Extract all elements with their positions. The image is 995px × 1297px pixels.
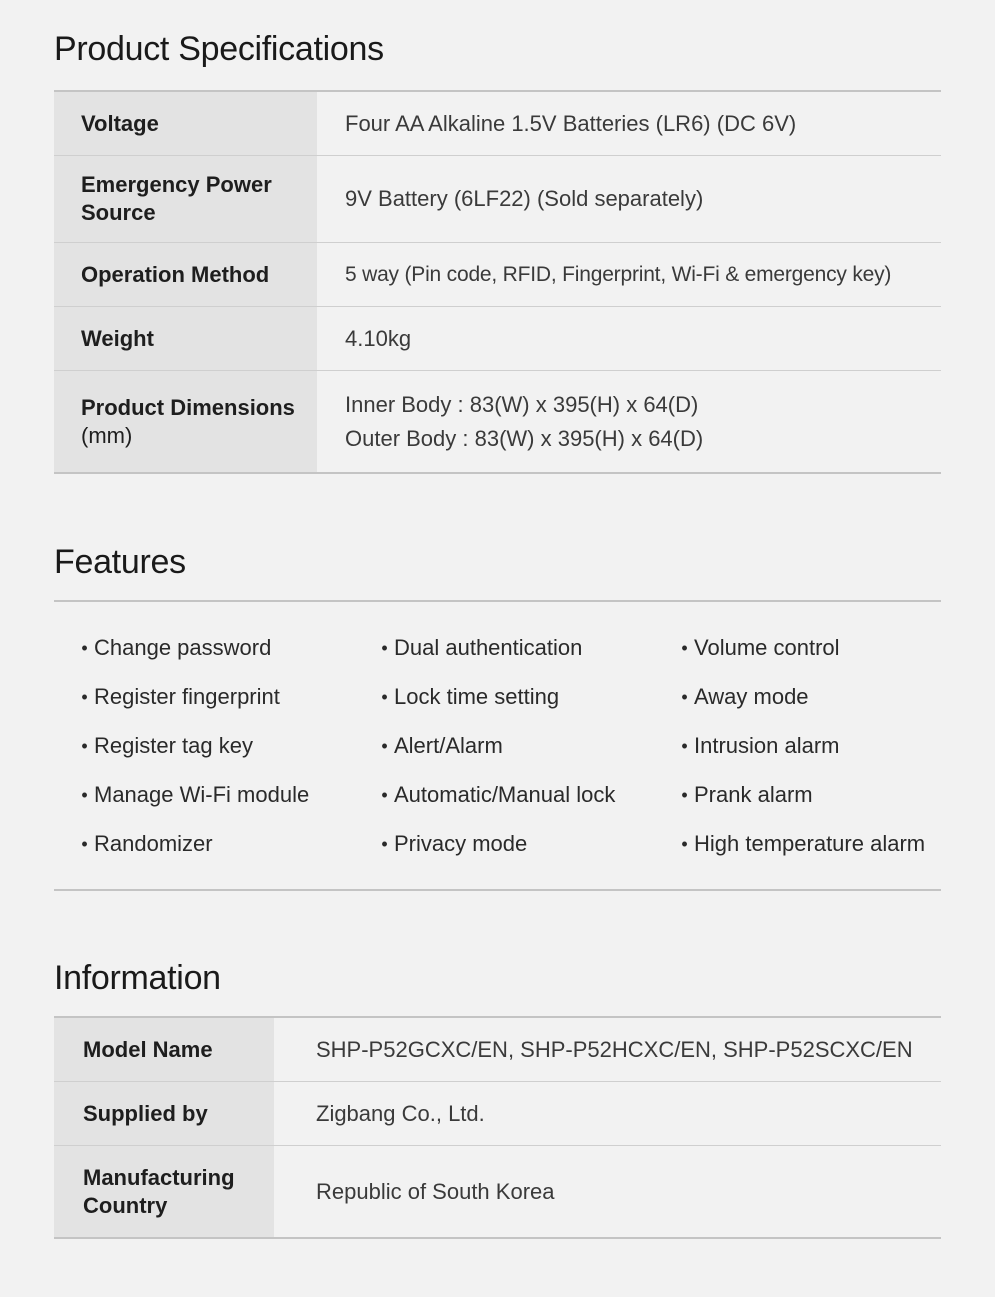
info-value-text: SHP-P52GCXC/EN, SHP-P52HCXC/EN, SHP-P52SCXC/EN — [316, 1036, 913, 1062]
feature-text: High temperature alarm — [694, 831, 926, 856]
info-label-text: Model Name — [83, 1036, 213, 1062]
feature-text: Manage Wi-Fi module — [94, 782, 310, 807]
feature-item — [654, 773, 941, 822]
feature-text: Away mode — [694, 684, 809, 709]
feature-text: Privacy mode — [394, 831, 528, 856]
feature-item — [354, 626, 654, 675]
feature-item — [54, 626, 354, 675]
spec-value — [317, 92, 796, 155]
bullet-icon: • — [381, 736, 388, 756]
spec-row-operation-method — [54, 243, 941, 307]
feature-item — [354, 675, 654, 724]
feature-text: Register tag key — [94, 733, 253, 758]
spec-label — [54, 371, 317, 472]
product-specifications-title: Product Specifications — [54, 30, 384, 68]
bullet-icon: • — [681, 687, 688, 707]
bullet-icon: • — [81, 785, 88, 805]
bullet-icon: • — [81, 638, 88, 658]
bullet-icon: • — [381, 638, 388, 658]
spec-row-voltage — [54, 92, 941, 156]
spec-label-text: Product Dimensions — [81, 394, 295, 420]
spec-label-text: Operation Method — [81, 261, 270, 287]
info-value-text: Zigbang Co., Ltd. — [316, 1100, 485, 1126]
spec-label-unit: (mm) — [81, 422, 133, 448]
feature-text: Randomizer — [94, 831, 213, 856]
feature-text: Dual authentication — [394, 635, 583, 660]
features-bottom-divider — [54, 889, 941, 891]
feature-item — [54, 724, 354, 773]
information-title: Information — [54, 959, 221, 997]
info-label — [54, 1082, 274, 1145]
bullet-icon: • — [681, 834, 688, 854]
spec-value — [317, 156, 703, 242]
info-label-text: Supplied by — [83, 1100, 208, 1126]
spec-value-text: 9V Battery (6LF22) (Sold separately) — [345, 186, 704, 211]
features-top-divider — [54, 600, 941, 602]
bullet-icon: • — [381, 785, 388, 805]
spec-row-weight — [54, 307, 941, 371]
bullet-icon: • — [81, 834, 88, 854]
feature-text: Lock time setting — [394, 684, 560, 709]
spec-value — [317, 371, 703, 472]
info-row-supplied-by — [54, 1082, 941, 1146]
info-row-manufacturing-country — [54, 1146, 941, 1237]
bullet-icon: • — [81, 687, 88, 707]
spec-value-text: Four AA Alkaline 1.5V Batteries (LR6) (DC 6V) — [345, 110, 797, 136]
bullet-icon: • — [681, 638, 688, 658]
spec-label — [54, 307, 317, 370]
information-table — [54, 1016, 941, 1239]
spec-label-text: Weight — [81, 325, 154, 351]
info-value — [274, 1018, 913, 1081]
spec-label-text: Voltage — [81, 110, 159, 136]
feature-text: Register fingerprint — [94, 684, 280, 709]
bullet-icon: • — [681, 785, 688, 805]
info-label — [54, 1018, 274, 1081]
feature-item — [354, 773, 654, 822]
spec-row-product-dimensions — [54, 371, 941, 472]
spec-value-inner-body: Inner Body : 83(W) x 395(H) x 64(D) — [345, 391, 699, 417]
feature-text: Volume control — [694, 635, 840, 660]
info-label — [54, 1146, 274, 1237]
bullet-icon: • — [81, 736, 88, 756]
feature-item — [354, 822, 654, 871]
feature-text: Automatic/Manual lock — [394, 782, 616, 807]
info-row-model-name — [54, 1018, 941, 1082]
info-value — [274, 1146, 555, 1237]
spec-label — [54, 243, 317, 306]
bullet-icon: • — [381, 687, 388, 707]
features-title: Features — [54, 543, 186, 581]
feature-item — [654, 822, 941, 871]
feature-text: Change password — [94, 635, 272, 660]
spec-value-outer-body: Outer Body : 83(W) x 395(H) x 64(D) — [345, 425, 704, 451]
spec-value-text: 5 way (Pin code, RFID, Fingerprint, Wi-Fi & emergency key) — [345, 262, 892, 286]
spec-label-text: Emergency Power Source — [81, 172, 272, 225]
feature-item — [54, 773, 354, 822]
bullet-icon: • — [381, 834, 388, 854]
features-list — [54, 626, 941, 871]
info-label-text: Manufacturing Country — [83, 1164, 235, 1218]
spec-row-emergency-power-source — [54, 156, 941, 243]
spec-label — [54, 92, 317, 155]
product-specifications-table — [54, 90, 941, 474]
info-value-text: Republic of South Korea — [316, 1178, 555, 1204]
bullet-icon: • — [681, 736, 688, 756]
spec-value-text: 4.10kg — [345, 325, 412, 351]
feature-text: Intrusion alarm — [694, 733, 840, 758]
feature-item — [354, 724, 654, 773]
feature-item — [654, 675, 941, 724]
feature-item — [54, 822, 354, 871]
feature-text: Prank alarm — [694, 782, 813, 807]
spec-value — [317, 243, 891, 306]
feature-text: Alert/Alarm — [394, 733, 503, 758]
feature-item — [54, 675, 354, 724]
feature-item — [654, 626, 941, 675]
info-value — [274, 1082, 485, 1145]
feature-item — [654, 724, 941, 773]
spec-label — [54, 156, 317, 242]
spec-value — [317, 307, 411, 370]
